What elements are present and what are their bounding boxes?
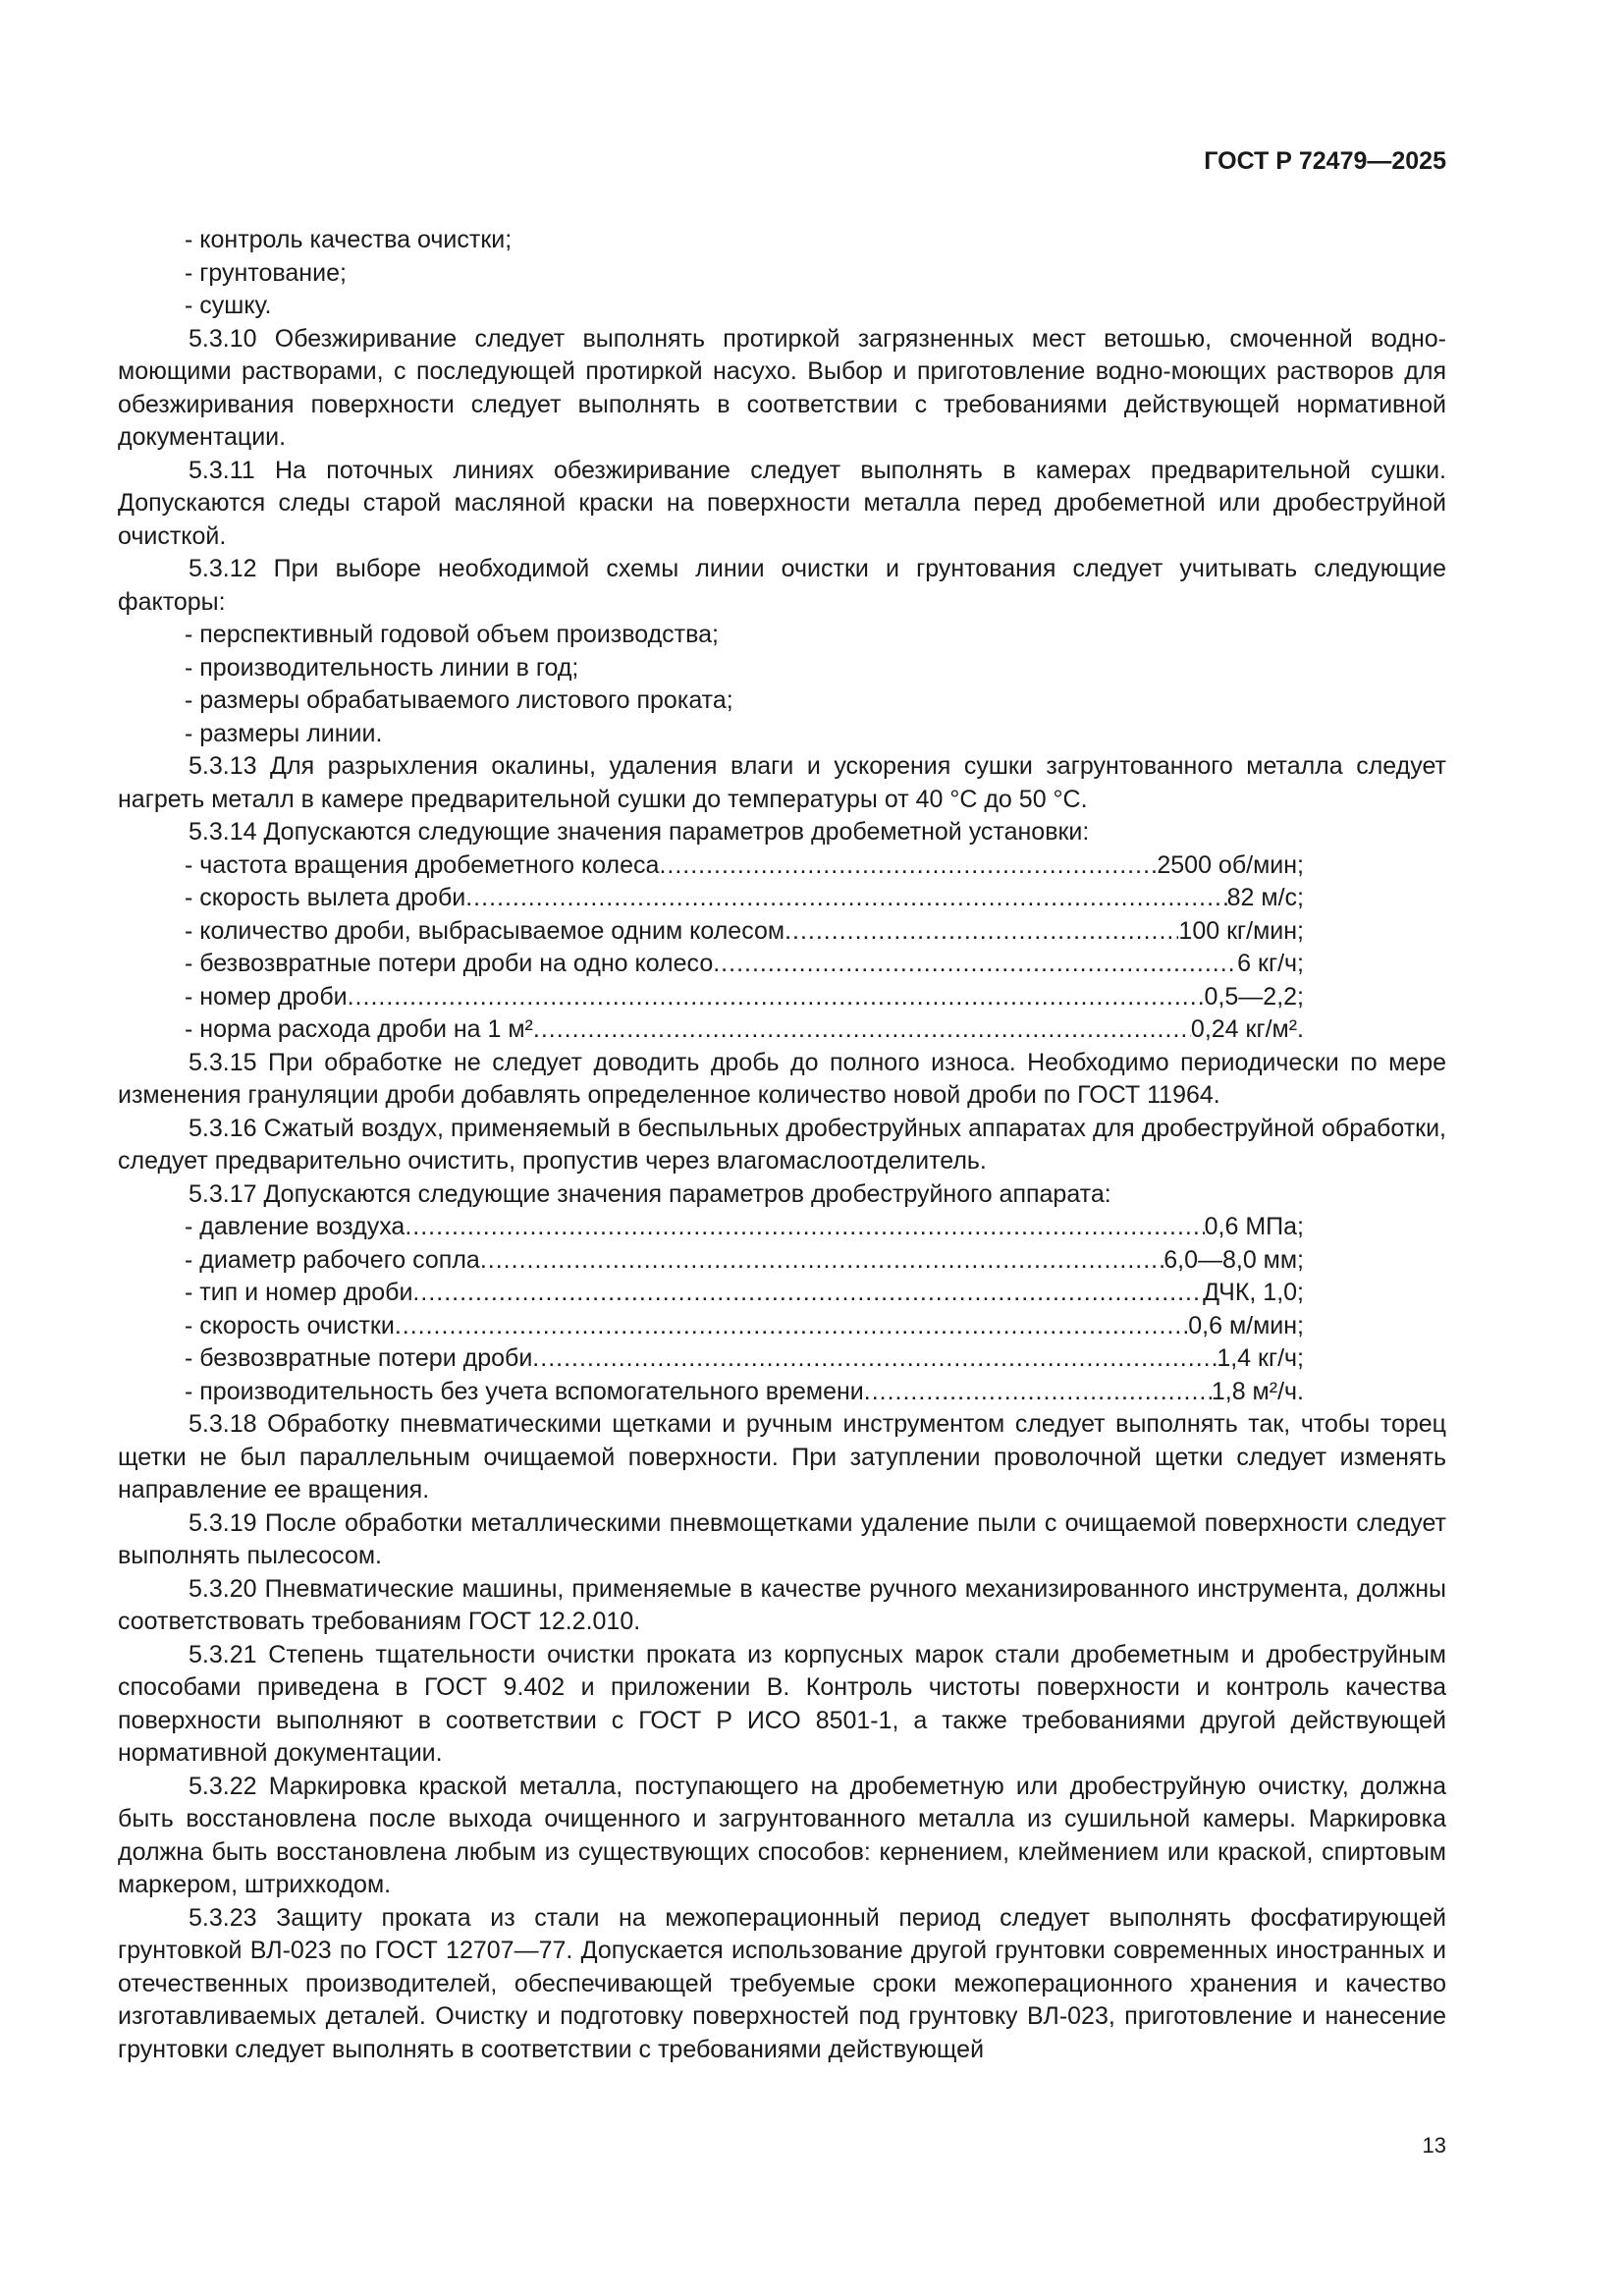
dot-leader <box>465 882 1226 915</box>
parameter-row <box>118 849 1304 883</box>
paragraph: 5.3.12 При выборе необходимой схемы линии очистки и грунтования следует учитывать следующие факторы: <box>118 555 1446 616</box>
paragraph: 5.3.18 Обработку пневматическими щетками и ручным инструментом следует выполнять так, чтобы торец щетки не был параллельным очищаемой поверхности. При затуплении проволочной щетки следует изменять направление ее вращения. <box>118 1410 1446 1503</box>
parameter-value: 0,5—2,2; <box>1204 982 1304 1011</box>
dot-leader <box>533 1013 1191 1047</box>
parameter-label: - безвозвратные потери дроби на одно колесо <box>185 950 714 977</box>
parameter-row <box>118 1013 1304 1047</box>
parameter-value: 6,0—8,0 мм; <box>1163 1245 1304 1274</box>
paragraph: 5.3.10 Обезжиривание следует выполнять протиркой загрязненных мест ветошью, смоченной водно-моющими растворами, с последующей протиркой насухо. Выбор и приготовление водно-моющих растворов для обезжиривания поверхности следует выполнять в соответствии с требованиями действующей нормативной документации. <box>118 324 1446 451</box>
paragraph: 5.3.19 После обработки металлическими пневмощетками удаление пыли с очищаемой поверхности следует выполнять пылесосом. <box>118 1508 1446 1569</box>
parameter-row <box>118 1211 1304 1244</box>
paragraph: 5.3.16 Сжатый воздух, применяемый в беспыльных дробеструйных аппаратах для дробеструйной обработки, следует предварительно очистить, пропустив через влагомаслоотделитель. <box>118 1114 1446 1175</box>
list-item: - грунтование; <box>185 258 347 287</box>
dot-leader <box>405 1211 1204 1244</box>
parameter-value: 1,8 м²/ч. <box>1211 1377 1304 1405</box>
paragraph: 5.3.21 Степень тщательности очистки проката из корпусных марок стали дробеметным и дробеструйным способами приведена в ГОСТ 9.402 и приложении В. Контроль чистоты поверхности и контроль качества поверхности выполняют в соответствии с ГОСТ Р ИСО 8501-1, а также требованиями другой действующей нормативной документации. <box>118 1640 1446 1767</box>
dot-leader <box>713 948 1237 981</box>
parameter-label: - количество дроби, выбрасываемое одним колесом <box>185 916 785 945</box>
parameter-row <box>118 1277 1304 1310</box>
parameter-value: 2500 об/мин; <box>1157 850 1304 879</box>
paragraph: 5.3.23 Защиту проката из стали на межоперационный период следует выполнять фосфатирующей грунтовкой ВЛ-023 по ГОСТ 12707—77. Допускается использование другой грунтовки современных иностранных и отечественных производителей, обеспечивающей требуемые сроки межоперационного хранения и качество изготавливаемых деталей. Очистку и подготовку поверхностей под грунтовку ВЛ-023, приготовление и нанесение грунтовки следует выполнять в соответствии с требованиями действующей <box>118 1903 1446 2063</box>
parameter-row <box>118 1376 1304 1409</box>
parameter-value: 1,4 кг/ч; <box>1217 1344 1304 1372</box>
parameter-label: - скорость вылета дроби <box>185 884 466 911</box>
dot-leader <box>395 1310 1188 1343</box>
paragraph: 5.3.20 Пневматические машины, применяемые в качестве ручного механизированного инструмента, должны соответствовать требованиям ГОСТ 12.2.010. <box>118 1574 1446 1635</box>
parameter-label: - норма расхода дроби на 1 м² <box>185 1015 533 1043</box>
dot-leader <box>480 1244 1163 1278</box>
list-item: - производительность линии в год; <box>185 653 579 682</box>
parameter-value: 100 кг/мин; <box>1178 916 1304 945</box>
paragraph: 5.3.15 При обработке не следует доводить дробь до полного износа. Необходимо периодически по мере изменения грануляции дроби добавлять определенное количество новой дроби по ГОСТ 11964. <box>118 1048 1446 1109</box>
parameter-label: - производительность без учета вспомогательного времени <box>185 1377 864 1405</box>
paragraph: 5.3.22 Маркировка краской металла, поступающего на дробеметную или дробеструйную очистку, должна быть восстановлена после выхода очищенного и загрунтованного металла из сушильной камеры. Маркировка должна быть восстановлена любым из существующих способов: кернением, клеймением или краской, спиртовым маркером, штрихкодом. <box>118 1772 1446 1898</box>
parameter-row <box>118 981 1304 1014</box>
parameter-label: - давление воздуха <box>185 1213 406 1240</box>
page-number: 13 <box>1422 2133 1446 2158</box>
parameter-label: - тип и номер дроби <box>185 1279 413 1306</box>
parameter-row <box>118 1310 1304 1343</box>
list-item: - сушку. <box>185 292 272 319</box>
parameter-row <box>118 948 1304 981</box>
parameter-value: 0,6 МПа; <box>1204 1213 1304 1240</box>
paragraph: 5.3.17 Допускаются следующие значения параметров дробеструйного аппарата: <box>189 1179 1111 1208</box>
parameter-label: - диаметр рабочего сопла <box>185 1245 480 1274</box>
dot-leader <box>348 981 1205 1014</box>
parameter-label: - частота вращения дробеметного колеса <box>185 850 660 879</box>
parameter-label: - безвозвратные потери дроби <box>185 1344 533 1372</box>
list-item: - контроль качества очистки; <box>185 226 513 253</box>
parameter-label: - скорость очистки <box>185 1311 395 1339</box>
parameter-label: - номер дроби <box>185 982 348 1011</box>
list-item: - размеры обрабатываемого листового проката; <box>185 686 733 714</box>
list-item: - размеры линии. <box>185 719 383 747</box>
parameter-row <box>118 1244 1304 1278</box>
parameter-value: 0,24 кг/м². <box>1190 1015 1304 1043</box>
dot-leader <box>412 1277 1203 1310</box>
document-header-code: ГОСТ Р 72479—2025 <box>1204 147 1446 175</box>
document-body <box>118 224 1446 2066</box>
parameter-value: ДЧК, 1,0; <box>1203 1279 1304 1306</box>
parameter-value: 6 кг/ч; <box>1237 950 1304 977</box>
parameter-row <box>118 915 1304 949</box>
parameter-value: 82 м/с; <box>1226 884 1304 911</box>
paragraph: 5.3.13 Для разрыхления окалины, удаления влаги и ускорения сушки загрунтованного металла следует нагреть металл в камере предварительной сушки до температуры от 40 °C до 50 °C. <box>118 752 1446 813</box>
paragraph: 5.3.11 На поточных линиях обезжиривание следует выполнять в камерах предварительной сушки. Допускаются следы старой масляной краски на поверхности металла перед дробеметной или дробеструйной очисткой. <box>118 456 1446 550</box>
paragraph: 5.3.14 Допускаются следующие значения параметров дробеметной установки: <box>189 818 1090 846</box>
parameter-row <box>118 882 1304 915</box>
dot-leader <box>532 1342 1217 1376</box>
parameter-row <box>118 1342 1304 1376</box>
parameter-value: 0,6 м/мин; <box>1188 1311 1304 1339</box>
dot-leader <box>864 1376 1212 1409</box>
dot-leader <box>784 915 1178 949</box>
list-item: - перспективный годовой объем производства; <box>185 621 719 648</box>
dot-leader <box>659 849 1157 883</box>
